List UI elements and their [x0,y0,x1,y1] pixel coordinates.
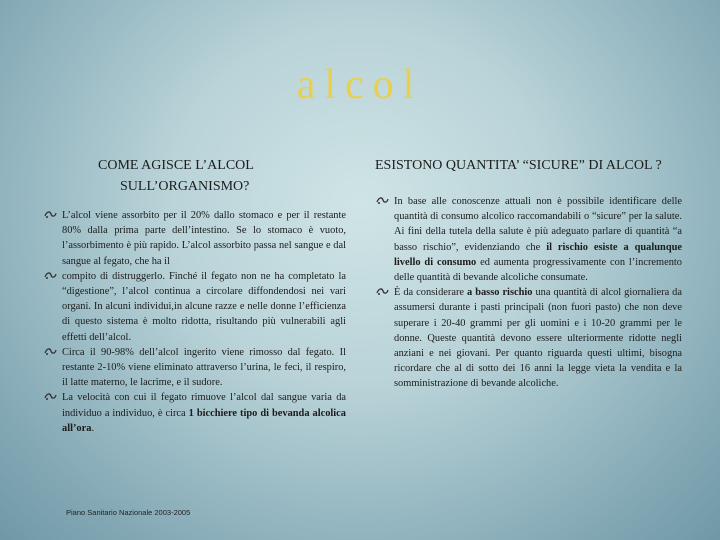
left-heading-line2: SULL’ORGANISMO? [120,179,250,194]
right-bullet-2-text-before: È da considerare [394,287,468,299]
left-bullet-list [44,208,346,436]
left-bullet-3-text: Circa il 90-98% dell’alcol ingerito viene rimosso dal fegato. Il restante 2-10% viene eliminato attraverso l’urina, le feci, il respiro, il latte materno, le lacrime, e il sudore. [62,346,346,389]
list-item [376,194,682,285]
flourish-bullet-icon [44,209,57,220]
list-item [44,269,346,345]
left-bullet-2-text: compito di distruggerlo. Finché il fegato non ne ha completato la “digestione”, l’alcol continua a circolare diffondendosi nei vari organi. In alcuni individui,in alcune razze e nelle donne l’efficienza di questo sistema è molto ridotta, risultando più vulnerabili agli effetti dell’alcol. [62,270,346,343]
left-bullet-4-bold: 1 bicchiere tipo di bevanda alcolica all’ora [62,407,346,434]
list-item [44,345,346,391]
left-heading-line1: COME AGISCE L’ALCOL [98,158,254,173]
right-heading: ESISTONO QUANTITA’ “SICURE” DI ALCOL ? [375,158,662,173]
flourish-bullet-icon [376,286,389,297]
left-heading [98,155,328,197]
footer-source: Piano Sanitario Nazionale 2003-2005 [66,508,191,517]
left-bullet-1-text: L’alcol viene assorbito per il 20% dallo stomaco e per il restante 80% dalla prima parte dell’intestino. Se lo stomaco è vuoto, l’assorbimento è più rapido. L’alcol assorbito passa nel sangue e dal sangue al fegato, che ha il [62,210,346,267]
list-item [44,390,346,436]
left-bullet-4-text-before: La velocità con cui il fegato rimuove l’alcol dal sangue varia da individuo a individuo, è circa [62,392,346,419]
flourish-bullet-icon [44,391,57,402]
right-bullet-1-text-before: In base alle conoscenze attuali non è possibile identificare delle quantità di consumo alcolico raccomandabili o “sicure” per la salute. Ai fini della tutela della salute è più adeguato parlare di quantità “a basso rischio”, evidenziando che [394,196,682,253]
right-bullet-1-bold: il rischio esiste a qualunque livello di consumo [394,241,682,268]
flourish-bullet-icon [44,346,57,357]
list-item [44,208,346,269]
right-bullet-1-text-after: ed aumenta progressivamente con l’incremento delle quantità di bevande alcoliche consumate. [394,256,682,284]
right-bullet-list [376,194,682,392]
list-item [376,285,682,391]
right-bullet-2-text-after: una quantità di alcol giornaliera da assumersi durante i pasti principali (non fuori pasto) che non deve superare i 20-40 grammi per gli uomini e i 10-20 grammi per le donne. Queste quantità devono essere ulteriormente ridotte negli anziani e nei giovani. Per quanto riguarda questi ultimi, bisogna ricordare che al di sotto dei 16 anni la legge vieta la vendita e la somministrazione di bevande alcoliche. [394,287,682,390]
right-bullet-2-bold: a basso rischio [467,287,533,299]
left-bullet-4-text-after: . [91,422,95,434]
flourish-bullet-icon [44,270,57,281]
slide-title: alcol [296,62,424,108]
flourish-bullet-icon [376,195,389,206]
